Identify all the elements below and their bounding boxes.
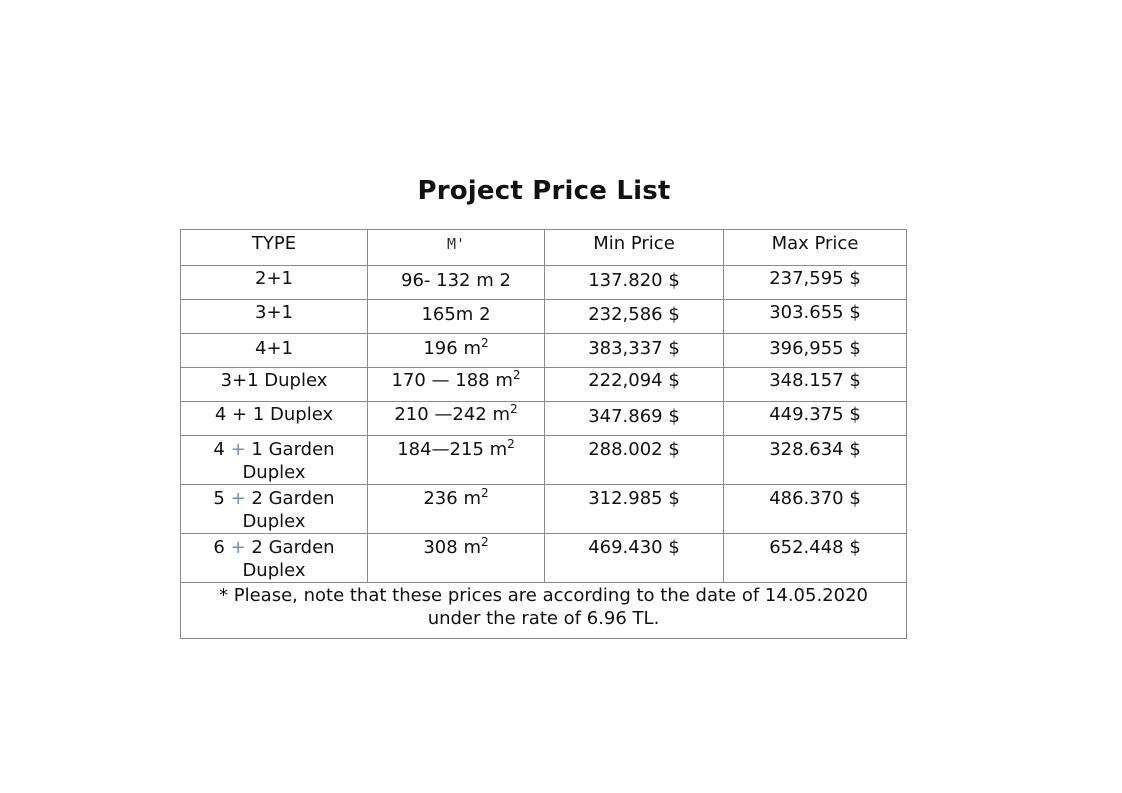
cell-area: 236 $m^2$ [368, 485, 545, 534]
cell-type: 6 + 2 Garden Duplex [181, 534, 368, 583]
cell-type: 3+1 [181, 300, 368, 334]
table-row [181, 334, 907, 368]
cell-min-price: 347.869 $ [545, 402, 724, 436]
cell-max-price: 449.375 $ [724, 402, 907, 436]
cell-min-price: 232,586 $ [545, 300, 724, 334]
cell-max-price: 396,955 $ [724, 334, 907, 368]
price-note: * Please, note that these prices are according to the date of 14.05.2020 under the rate of 6.96 TL. [181, 583, 907, 639]
cell-max-price: 328.634 $ [724, 436, 907, 485]
page-title: Project Price List [417, 176, 671, 206]
cell-area: 170 — 188 $m^2$ [368, 368, 545, 402]
header-type: TYPE [181, 230, 368, 266]
cell-min-price: 222,094 $ [545, 368, 724, 402]
cell-max-price: 237,595 $ [724, 266, 907, 300]
cell-type: 4+1 [181, 334, 368, 368]
table-row [181, 300, 907, 334]
cell-max-price: 652.448 $ [724, 534, 907, 583]
cell-type: 4 + 1 Garden Duplex [181, 436, 368, 485]
cell-min-price: 383,337 $ [545, 334, 724, 368]
table-header-row [181, 230, 907, 266]
price-table [180, 229, 907, 639]
table-row [181, 485, 907, 534]
cell-area: 165m 2 [368, 300, 545, 334]
cell-area: 96- 132 m 2 [368, 266, 545, 300]
table-row [181, 534, 907, 583]
cell-type: 4 + 1 Duplex [181, 402, 368, 436]
table-row [181, 436, 907, 485]
table-row [181, 402, 907, 436]
header-max-price: Max Price [724, 230, 907, 266]
cell-max-price: 486.370 $ [724, 485, 907, 534]
cell-min-price: 312.985 $ [545, 485, 724, 534]
cell-min-price: 469.430 $ [545, 534, 724, 583]
header-area: M' [368, 230, 545, 266]
header-min-price: Min Price [545, 230, 724, 266]
cell-area: 196 $m^2$ [368, 334, 545, 368]
table-row [181, 266, 907, 300]
cell-type: 5 + 2 Garden Duplex [181, 485, 368, 534]
note-row [181, 583, 907, 639]
cell-type: 2+1 [181, 266, 368, 300]
cell-area: 308 $m^2$ [368, 534, 545, 583]
cell-max-price: 348.157 $ [724, 368, 907, 402]
cell-min-price: 288.002 $ [545, 436, 724, 485]
cell-type: 3+1 Duplex [181, 368, 368, 402]
table-row [181, 368, 907, 402]
cell-area: 210 —242 $m^2$ [368, 402, 545, 436]
cell-max-price: 303.655 $ [724, 300, 907, 334]
cell-area: 184—215 $m^2$ [368, 436, 545, 485]
cell-min-price: 137.820 $ [545, 266, 724, 300]
